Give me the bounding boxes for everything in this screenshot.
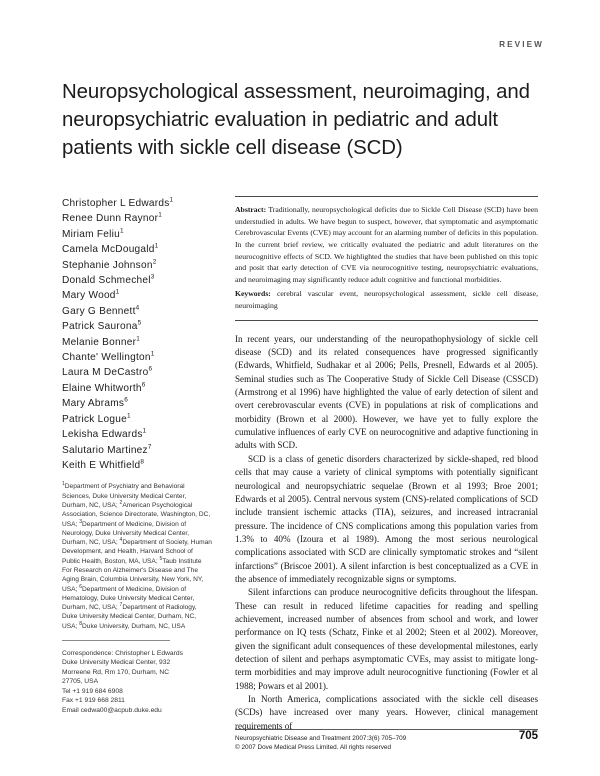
author-name: Lekisha Edwards [62, 429, 143, 441]
author-entry [62, 319, 212, 334]
affiliation-text: Taub Institute For Research on Alzheimer's Disease and The Aging Brain, Columbia University, New York, NY, USA; [62, 557, 204, 593]
keywords-block [235, 288, 538, 311]
author-name: Laura M DeCastro [62, 367, 149, 379]
abstract-bottom-rule [235, 320, 538, 321]
author-affiliation-marker: 4 [135, 304, 140, 312]
author-entry [62, 412, 212, 427]
affiliation-marker: 7 [119, 601, 123, 608]
author-entry [62, 427, 212, 442]
author-affiliation-marker: 1 [119, 227, 124, 235]
affiliation-text: Department of Medicine, Division of Hematology, Duke University Medical Center, Durham, NC, USA; [62, 585, 195, 612]
author-entry [62, 381, 212, 396]
abstract-block [235, 204, 538, 285]
author-entry [62, 227, 212, 242]
author-affiliation-marker: 2 [152, 258, 157, 266]
author-entry [62, 365, 212, 380]
author-entry [62, 273, 212, 288]
abstract-text: Traditionally, neuropsychological deficits due to Sickle Cell Disease (SCD) have been understudied in adults. We have begun to suspect, however, that symptomatic and asymptomatic Cerebrovascular Events (CVE) may account for an alarming number of deficits in this population. In the current brief review, we critically evaluated the pediatric and adult literatures on the neurocognitive effects of SCD. We highlighted the studies that have been published on this topic and posit that early detection of CVE via neurocognitive testing, neuropsychiatric evaluations, and neuroimaging may significantly reduce adult cognitive and functional morbidities. [235, 205, 538, 284]
author-affiliation-marker: 1 [126, 412, 131, 420]
affiliation-marker: 4 [119, 536, 123, 543]
author-name: Patrick Logue [62, 413, 127, 425]
author-name: Gary G Bennett [62, 305, 136, 317]
author-entry [62, 396, 212, 411]
body-paragraph: In recent years, our understanding of the neuropathophysiology of sickle cell disease (SCD) and its related consequences have progressed significantly (Edwards, Whitfield, Sudhakar et al 2006; Pells, Presnell, Edwards et al 2005). Seminal studies such as The Cooperative Study of Sickle Cell Disease (CSSCD) (Armstrong et al 1996) have highlighted the value of early detection of silent and overt cerebrovascular events (CVE) in populations at risk of complications and morbidity (Brown et al 2000). However, we have yet to fully explore the cumulative influences of early CVE on neurocognitive and adaptive functioning in adults with SCD. [235, 333, 538, 451]
author-affiliation-marker: 6 [124, 396, 129, 404]
right-column [235, 196, 538, 733]
author-name: Camela McDougald [62, 244, 155, 256]
correspondence-line: Correspondence: Christopher L Edwards [62, 650, 183, 658]
journal-citation: Neuropsychiatric Disease and Treatment 2007:3(6) 705–709 [235, 734, 407, 742]
author-entry [62, 350, 212, 365]
author-affiliation-marker: 8 [140, 458, 145, 466]
affiliation-marker: 6 [79, 583, 83, 590]
page-number: 705 [518, 729, 538, 742]
correspondence-line: Email cedwa00@acpub.duke.edu [62, 706, 162, 714]
affiliation-marker: 3 [79, 518, 83, 525]
affiliation-marker: 2 [119, 499, 123, 506]
author-affiliation-marker: 1 [154, 242, 159, 250]
author-entry [62, 258, 212, 273]
page-footer [235, 729, 538, 752]
correspondence-line: Duke University Medical Center, 932 [62, 659, 171, 667]
affiliation-list [62, 482, 212, 631]
affiliation-text: Department of Psychiatry and Behavioral Sciences, Duke University Medical Center, Durham, NC, USA; [62, 483, 187, 509]
author-name: Miriam Feliu [62, 228, 120, 240]
footer-content [235, 729, 538, 752]
correspondence-line: 27705, USA [62, 678, 99, 686]
affiliation-text: Department of Medicine, Division of Neurology, Duke University Medical Center, Durham, NC, USA; [62, 520, 190, 547]
author-list [62, 196, 212, 473]
author-affiliation-marker: 1 [136, 335, 141, 343]
correspondence-line: Morreene Rd, Rm 170, Durham, NC [62, 668, 170, 676]
affiliation-marker: 5 [159, 555, 163, 562]
author-name: Keith E Whitfield [62, 459, 141, 471]
affiliation-text: American Psychological Association, Science Directorate, Washington, DC, USA; [62, 501, 211, 528]
author-entry [62, 242, 212, 257]
author-entry [62, 335, 212, 350]
author-name: Mary Wood [62, 290, 116, 302]
author-name: Donald Schmechel [62, 275, 151, 287]
author-affiliation-marker: 7 [147, 443, 152, 451]
section-label: REVIEW [499, 40, 544, 49]
affiliation-marker: 1 [62, 481, 65, 488]
affiliation-marker: 8 [79, 620, 83, 627]
author-name: Renee Dunn Raynor [62, 213, 159, 225]
keywords-text: cerebral vascular event, neuropsychological assessment, sickle cell disease, neuroimaging [235, 289, 538, 310]
author-entry [62, 443, 212, 458]
left-column [62, 196, 212, 715]
body-paragraph: In North America, complications associated with the sickle cell diseases (SCDs) have increased over many years. However, clinical management requirements of [235, 694, 538, 731]
abstract-label: Abstract: [235, 205, 267, 215]
keywords-label: Keywords: [235, 289, 271, 299]
abstract-top-rule [235, 196, 538, 197]
affiliation-text: Duke University, Durham, NC, USA [82, 622, 186, 630]
author-entry [62, 288, 212, 303]
body-paragraph: Silent infarctions can produce neurocognitive deficits throughout the lifespan. These can result in reduced lifetime capacities for reading and spelling achievement, increased number of absences from school and work, and lower performance on IQ tests (Schatz, Finke et al 2002; Steen et al 2002). Moreover, given the significant adult consequences of these developmental milestones, early detection of silent and perhaps asymptomatic CVEs, may assist to mitigate long-term morbidities and may improve adult neurocognitive functioning (Fowler et al 1988; Powars et al 2001). [235, 587, 538, 691]
author-affiliation-marker: 1 [169, 196, 174, 204]
author-name: Chante' Wellington [62, 352, 151, 364]
author-affiliation-marker: 1 [142, 427, 147, 435]
correspondence-line: Tel +1 919 684 6908 [62, 687, 123, 695]
correspondence-line: Fax +1 919 668 2811 [62, 697, 125, 705]
divider [62, 640, 170, 641]
author-affiliation-marker: 3 [150, 273, 155, 281]
author-affiliation-marker: 1 [158, 212, 163, 220]
author-name: Patrick Saurona [62, 321, 138, 333]
author-name: Melanie Bonner [62, 336, 137, 348]
author-name: Salutario Martinez [62, 444, 148, 456]
author-affiliation-marker: 6 [141, 381, 146, 389]
author-name: Christopher L Edwards [62, 198, 170, 209]
body-text [235, 333, 538, 733]
affiliation-text: Department of Radiology, Duke University Medical Center, Durham, NC, USA; [62, 604, 197, 630]
correspondence-block [62, 649, 212, 715]
author-affiliation-marker: 1 [150, 350, 155, 358]
author-entry [62, 304, 212, 319]
author-name: Stephanie Johnson [62, 259, 153, 271]
copyright-line: © 2007 Dove Medical Press Limited. All rights reserved [235, 744, 392, 752]
author-entry [62, 196, 212, 211]
footer-divider [235, 729, 538, 730]
page-title: Neuropsychological assessment, neuroimaging, and neuropsychiatric evaluation in pediatric and adult patients with sickle cell disease (SCD) [62, 81, 530, 159]
body-paragraph: SCD is a class of genetic disorders characterized by sickle-shaped, red blood cells that may cause a variety of clinical symptoms with potentially significant neurological and neuropsychiatric sequelae (Brown et al 1993; Broe 2001; Edwards et al 2005). Central nervous system (CNS)-related complications of SCD include transient ischemic attacks (TIA), seizures, and increased intracranial pressure. The incidence of CNS complications among this population varies from 1.3% to 40% (Izoura et al 1989). Among the most serious neurological complications associated with SCD are clinically symptomatic strokes and “silent infarctions” (Briscoe 2001). A silent infarction is best conceptualized as a CVE in the absence of immediately recognizable signs or symptoms. [235, 453, 538, 584]
affiliation-text: Department of Society, Human Development, and Health, Harvard School of Public Health, Boston, MA, USA; [62, 539, 212, 565]
author-name: Elaine Whitworth [62, 382, 142, 394]
author-entry [62, 211, 212, 226]
author-affiliation-marker: 1 [115, 289, 120, 297]
author-affiliation-marker: 6 [148, 366, 153, 374]
author-affiliation-marker: 5 [137, 319, 142, 327]
author-name: Mary Abrams [62, 398, 125, 410]
author-entry [62, 458, 212, 473]
